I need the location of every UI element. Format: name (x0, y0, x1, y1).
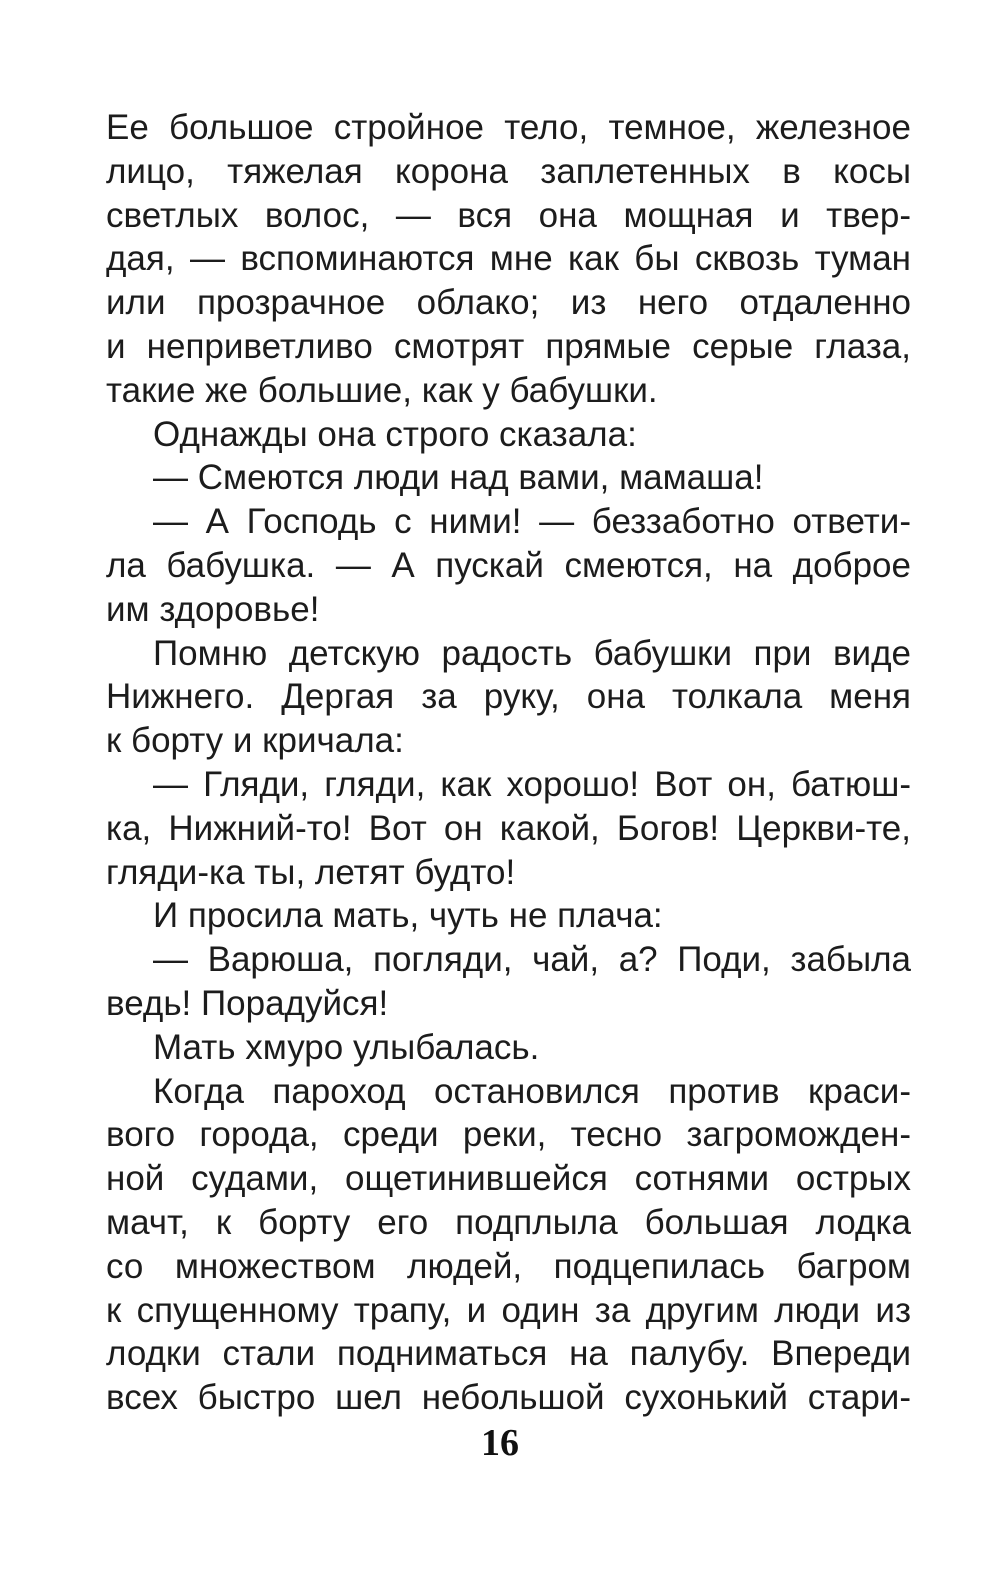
text-line: дая, — вспоминаются мне как бы сквозь туман (106, 239, 911, 279)
text-line: к спущенному трапу, и один за другим люди из (106, 1290, 911, 1330)
text-line: всех быстро шел небольшой сухонький стари- (106, 1378, 911, 1418)
text-line: или прозрачное облако; из него отдаленно (106, 283, 911, 323)
text-line: Мать хмуро улыбалась. (153, 1027, 540, 1067)
text-line: — Гляди, гляди, как хорошо! Вот он, батюш- (153, 764, 911, 804)
text-line: лицо, тяжелая корона заплетенных в косы (106, 151, 911, 191)
paragraph-1 (106, 106, 911, 413)
text-line: гляди-ка ты, летят будто! (106, 852, 516, 892)
paragraph-7 (106, 894, 911, 938)
text-line: — Варюша, погляди, чай, а? Поди, забыла (153, 940, 911, 980)
text-line: ка, Нижний-то! Вот он какой, Богов! Церкви-те, (106, 808, 911, 848)
text-line: лодки стали подниматься на палубу. Впереди (106, 1334, 911, 1374)
text-line: со множеством людей, подцепилась багром (106, 1246, 911, 1286)
text-line: к борту и кричала: (106, 721, 404, 761)
text-line: Однажды она строго сказала: (153, 414, 637, 454)
paragraph-8 (106, 938, 911, 1026)
paragraph-3 (106, 456, 911, 500)
text-line: — Смеются люди над вами, мамаша! (153, 458, 764, 498)
text-line: Ее большое стройное тело, темное, железное (106, 108, 911, 147)
paragraph-5 (106, 632, 911, 763)
text-line: ной судами, ощетинившейся сотнями острых (106, 1159, 911, 1199)
paragraph-2 (106, 413, 911, 457)
text-line: ла бабушка. — А пускай смеются, на доброе (106, 545, 911, 585)
paragraph-9 (106, 1026, 911, 1070)
text-line: им здоровье! (106, 589, 320, 629)
text-line: Нижнего. Дергая за руку, она толкала меня (106, 677, 911, 717)
text-line: и неприветливо смотрят прямые серые глаза, (106, 326, 911, 366)
paragraph-4 (106, 500, 911, 631)
text-line: вого города, среди реки, тесно загроможден- (106, 1115, 911, 1155)
page-number: 16 (481, 1422, 519, 1464)
text-line: Помню детскую радость бабушки при виде (153, 633, 911, 673)
text-line: И просила мать, чуть не плача: (153, 896, 663, 936)
text-line: — А Господь с ними! — беззаботно ответи- (153, 502, 911, 542)
text-line: мачт, к борту его подплыла большая лодка (106, 1202, 911, 1242)
paragraph-10 (106, 1070, 911, 1420)
text-line: Когда пароход остановился против краси- (153, 1071, 911, 1111)
text-line: ведь! Порадуйся! (106, 983, 389, 1023)
paragraph-6 (106, 763, 911, 894)
page-body (106, 106, 911, 1420)
text-line: светлых волос, — вся она мощная и твер- (106, 195, 911, 235)
text-line: такие же большие, как у бабушки. (106, 370, 658, 410)
